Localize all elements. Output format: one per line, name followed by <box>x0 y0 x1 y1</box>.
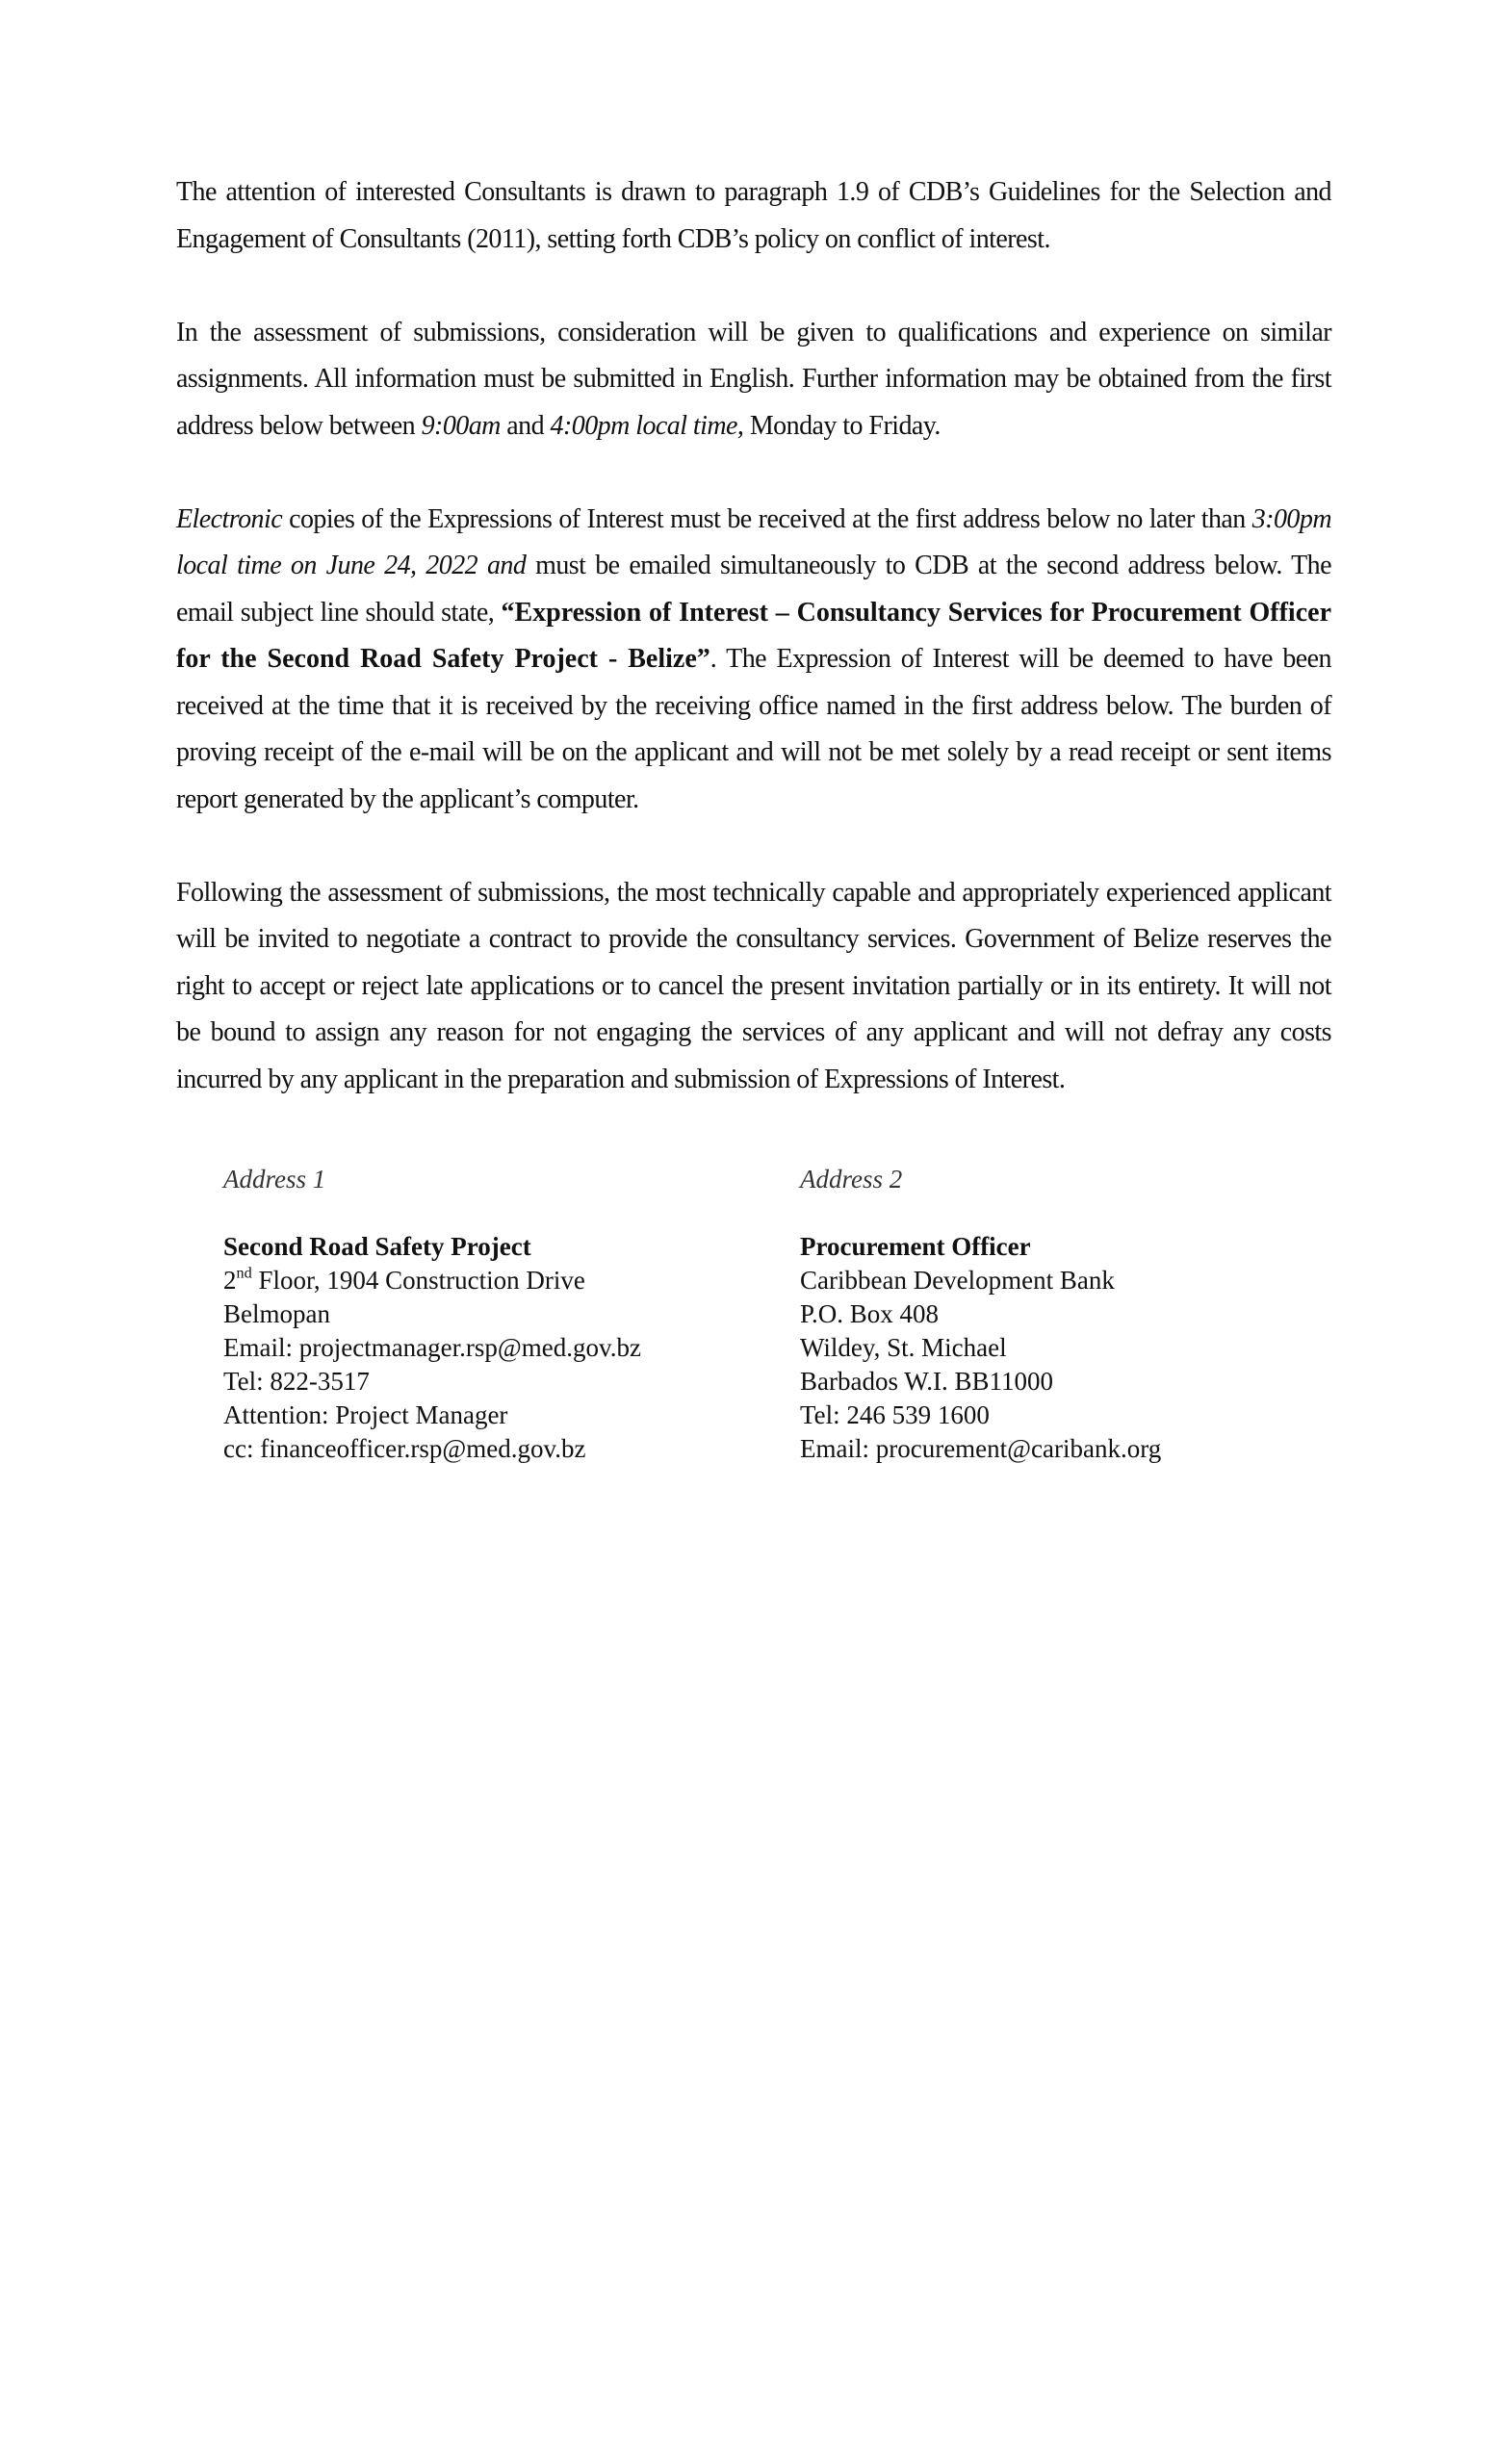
paragraph-text: Monday to Friday. <box>743 410 941 441</box>
paragraph-text: copies of the Expressions of Interest must be received at the first address below no later than <box>282 503 1252 534</box>
address-phone: Tel: 246 539 1600 <box>800 1400 990 1429</box>
body-text <box>176 169 1331 1103</box>
address-city: Belmopan <box>223 1299 330 1328</box>
address-city: Wildey, St. Michael <box>800 1333 1007 1362</box>
floor-street: Floor, 1904 Construction Drive <box>251 1266 585 1295</box>
paragraph-text: . The Expression of Interest will be deemed to have been received at the time that it is received by the receiving office named in the first address below. The burden of proving receipt of the e-mail will be on the applicant and will not be met solely by a read receipt or sent items report generated by the applicant’s computer. <box>176 644 1331 814</box>
address-organization: Caribbean Development Bank <box>800 1266 1115 1295</box>
address-label: Address 1 <box>223 1165 326 1194</box>
paragraph-text: In the assessment of submissions, consideration will be given to qualifications and experience on similar assignments. All information must be submitted in English. Further information may be obtained from the first address below between <box>176 317 1331 441</box>
paragraph-conflict-of-interest <box>176 169 1331 263</box>
address-phone: Tel: 822-3517 <box>223 1367 370 1396</box>
floor-suffix: nd <box>236 1264 252 1282</box>
address-cc: cc: financeofficer.rsp@med.gov.bz <box>223 1434 586 1463</box>
email-subject-line: “Expression of Interest – Consultancy Services for Procurement Officer for the Second Road Safety Project - Belize” <box>176 597 1331 674</box>
paragraph-assessment <box>176 310 1331 450</box>
address-country: Barbados W.I. BB11000 <box>800 1367 1053 1396</box>
submission-deadline: 3:00pm local time on June 24, 2022 and <box>176 503 1331 580</box>
address-name: Second Road Safety Project <box>223 1232 531 1261</box>
office-hours-start: 9:00am <box>421 410 501 441</box>
paragraph-text: The attention of interested Consultants is drawn to paragraph 1.9 of CDB’s Guidelines for the Selection and Engagement of Consultants (2011), setting forth CDB’s policy on conflict of interest. <box>176 177 1331 254</box>
address-block-2 <box>800 1163 1161 1466</box>
address-attention: Attention: Project Manager <box>223 1400 508 1429</box>
address-floor <box>223 1264 641 1297</box>
paragraph-selection-terms <box>176 870 1331 1104</box>
address-label: Address 2 <box>800 1165 903 1194</box>
address-po-box: P.O. Box 408 <box>800 1299 940 1328</box>
office-hours-end: 4:00pm local time, <box>550 410 744 441</box>
address-email: Email: projectmanager.rsp@med.gov.bz <box>223 1333 641 1362</box>
address-email: Email: procurement@caribank.org <box>800 1434 1162 1463</box>
paragraph-text: must be emailed simultaneously to CDB at the second address below. The email subject line should state, <box>176 551 1332 628</box>
paragraph-text: Following the assessment of submissions, the most technically capable and appropriately experienced applicant will be invited to negotiate a contract to provide the consultancy services. Government of Belize reserves the right to accept or reject late applications or to cancel the present invitation partially or in its entirety. It will not be bound to assign any reason for not engaging the services of any applicant and will not defray any costs incurred by any applicant in the preparation and submission of Expressions of Interest. <box>176 877 1331 1094</box>
paragraph-submission-instructions <box>176 497 1331 824</box>
floor-number: 2 <box>223 1266 237 1295</box>
paragraph-text: and <box>500 410 551 441</box>
address-block-1 <box>223 1163 641 1466</box>
address-name: Procurement Officer <box>800 1232 1031 1261</box>
electronic-emphasis: Electronic <box>176 503 283 534</box>
